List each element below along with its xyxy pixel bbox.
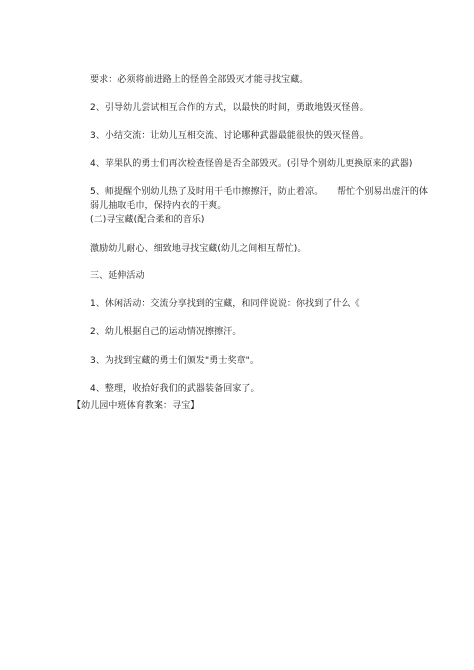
step-3-text: 3、小结交流：让幼儿互相交流、讨论哪种武器最能很快的毁灭怪兽。 (90, 131, 369, 141)
extend-3-text: 3、为找到宝藏的勇士们颁发"勇士奖章"。 (90, 356, 260, 366)
requirement-text: 要求：必须将前进路上的怪兽全部毁灭才能寻找宝藏。 (90, 75, 309, 85)
extend-4-text: 4、整理，收拾好我们的武器装备回家了。 (90, 384, 260, 394)
encourage-text: 激励幼儿耐心、细致地寻找宝藏(幼儿之间相互帮忙)。 (90, 244, 307, 254)
footer-title: 【幼儿园中班体育教案：寻宝】 (72, 401, 200, 411)
section-treasure-heading: (二)寻宝藏(配合柔和的音乐) (90, 215, 205, 225)
step-5-text-line-1: 5、师提醒个别幼儿热了及时用干毛巾擦擦汗，防止着凉。 帮忙个别易出虚汗的体 (90, 187, 429, 197)
section-extend-heading: 三、延伸活动 (90, 271, 145, 281)
step-5-text-line-2: 弱儿抽取毛巾，保持内衣的干爽。 (90, 201, 227, 211)
step-2-text: 2、引导幼儿尝试相互合作的方式，以最快的时间，勇敢地毁灭怪兽。 (90, 103, 369, 113)
extend-1-text: 1、休闲活动：交流分享找到的宝藏，和同伴说说：你找到了什么《 (90, 299, 360, 309)
step-4-text: 4、苹果队的勇士们再次检查怪兽是否全部毁灭。(引导个别幼儿更换原来的武器) (90, 159, 413, 169)
extend-2-text: 2、幼儿根据自己的运动情况擦擦汗。 (90, 327, 242, 337)
